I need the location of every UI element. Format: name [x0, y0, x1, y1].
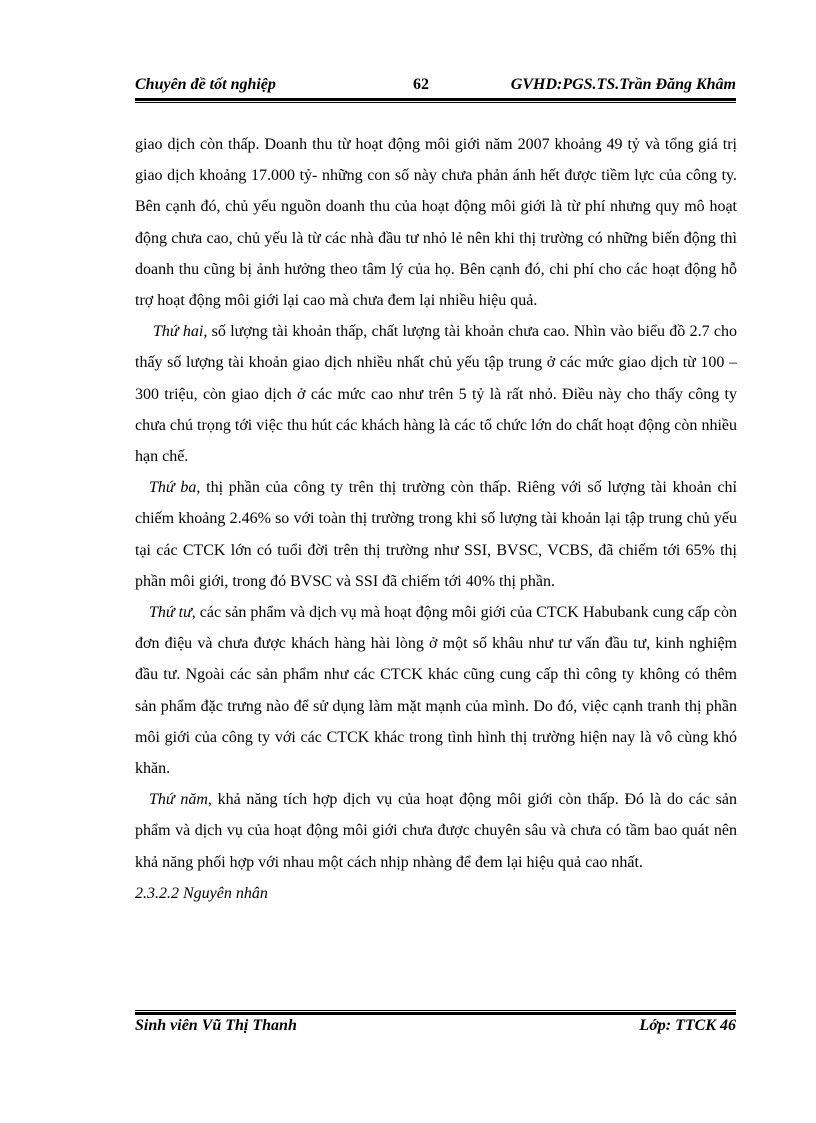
header-document-type: Chuyên đề tốt nghiệp: [135, 76, 276, 93]
paragraph-text: , số lượng tài khoản thấp, chất lượng tài khoản chưa cao. Nhìn vào biểu đồ 2.7 cho thấy số lượng tài khoản giao dịch nhiều nhất chủ yếu tập trung ở các mức giao dịch từ 100 – 300 triệu, còn giao dịch ở các mức cao như trên 5 tỷ là rất nhỏ. Điều này cho thấy công ty chưa chú trọng tới việc thu hút các khách hàng là các tổ chức lớn do chất hoạt động còn nhiều hạn chế.: [135, 323, 738, 466]
footer-rule-thin: [135, 1010, 736, 1011]
footer-student-name: Sinh viên Vũ Thị Thanh: [135, 1017, 297, 1034]
header-rule-thin: [135, 102, 736, 103]
header-rule-thick: [135, 98, 736, 101]
paragraph-lead: Thứ hai: [153, 323, 204, 341]
paragraph-text: giao dịch còn thấp. Doanh thu từ hoạt động môi giới năm 2007 khoảng 49 tỷ và tổng giá trị giao dịch khoảng 17.000 tỷ- những con số này chưa phản ánh hết được tiềm lực của công ty. Bên cạnh đó, chủ yếu nguồn doanh thu của hoạt động môi giới là từ phí nhưng quy mô hoạt động chưa cao, chủ yếu là từ các nhà đầu tư nhỏ lẻ nên khi thị trường có những biến động thì doanh thu cũng bị ảnh hưởng theo tâm lý của họ. Bên cạnh đó, chi phí cho các hoạt động hỗ trợ hoạt động môi giới lại cao mà chưa đem lại nhiều hiệu quả.: [135, 136, 737, 310]
document-body: [135, 129, 737, 909]
section-subheading: 2.3.2.2 Nguyên nhân: [135, 884, 268, 902]
paragraph-thu-ba: [135, 472, 737, 597]
footer-rule-thick: [135, 1012, 736, 1015]
page-footer: [135, 1016, 736, 1038]
paragraph-lead: Thứ tư: [149, 604, 192, 622]
paragraph-thu-tu: [135, 597, 737, 784]
page-header: [135, 74, 736, 96]
paragraph-text: , các sản phẩm và dịch vụ mà hoạt động môi giới của CTCK Habubank cung cấp còn đơn điệu và chưa được khách hàng hài lòng ở một số khâu như tư vấn đầu tư, kinh nghiệm đầu tư. Ngoài các sản phẩm như các CTCK khác cũng cung cấp thì công ty không có thêm sản phẩm đặc trưng nào để sử dụng làm mặt mạnh của mình. Do đó, việc cạnh tranh thị phần môi giới của công ty với các CTCK khác trong tình hình thị trường hiện nay là vô cùng khó khăn.: [135, 604, 737, 778]
header-supervisor: GVHD:PGS.TS.Trần Đăng Khâm: [510, 76, 736, 93]
paragraph-text: , thị phần của công ty trên thị trường còn thấp. Riêng với số lượng tài khoản chỉ chiếm khoảng 2.46% so với toàn thị trường trong khi số lượng tài khoản lại tập trung chủ yếu tại các CTCK lớn có tuổi đời trên thị trường như SSI, BVSC, VCBS, đã chiếm tới 65% thị phần môi giới, trong đó BVSC và SSI đã chiếm tới 40% thị phần.: [135, 479, 737, 590]
paragraph-text: , khả năng tích hợp dịch vụ của hoạt động môi giới còn thấp. Đó là do các sản phẩm và dịch vụ của hoạt động môi giới chưa được chuyên sâu và chưa có tầm bao quát nên khả năng phối hợp với nhau một cách nhịp nhàng để đem lại hiệu quả cao nhất.: [135, 791, 738, 871]
paragraph-lead: Thứ ba: [149, 479, 197, 497]
paragraph-lead: Thứ năm: [149, 791, 208, 809]
paragraph-thu-nam: [135, 784, 737, 878]
footer-class: Lớp: TTCK 46: [639, 1017, 736, 1034]
paragraph-continuation: [135, 129, 737, 316]
page-number: 62: [413, 76, 429, 93]
paragraph-thu-hai: [135, 316, 737, 472]
